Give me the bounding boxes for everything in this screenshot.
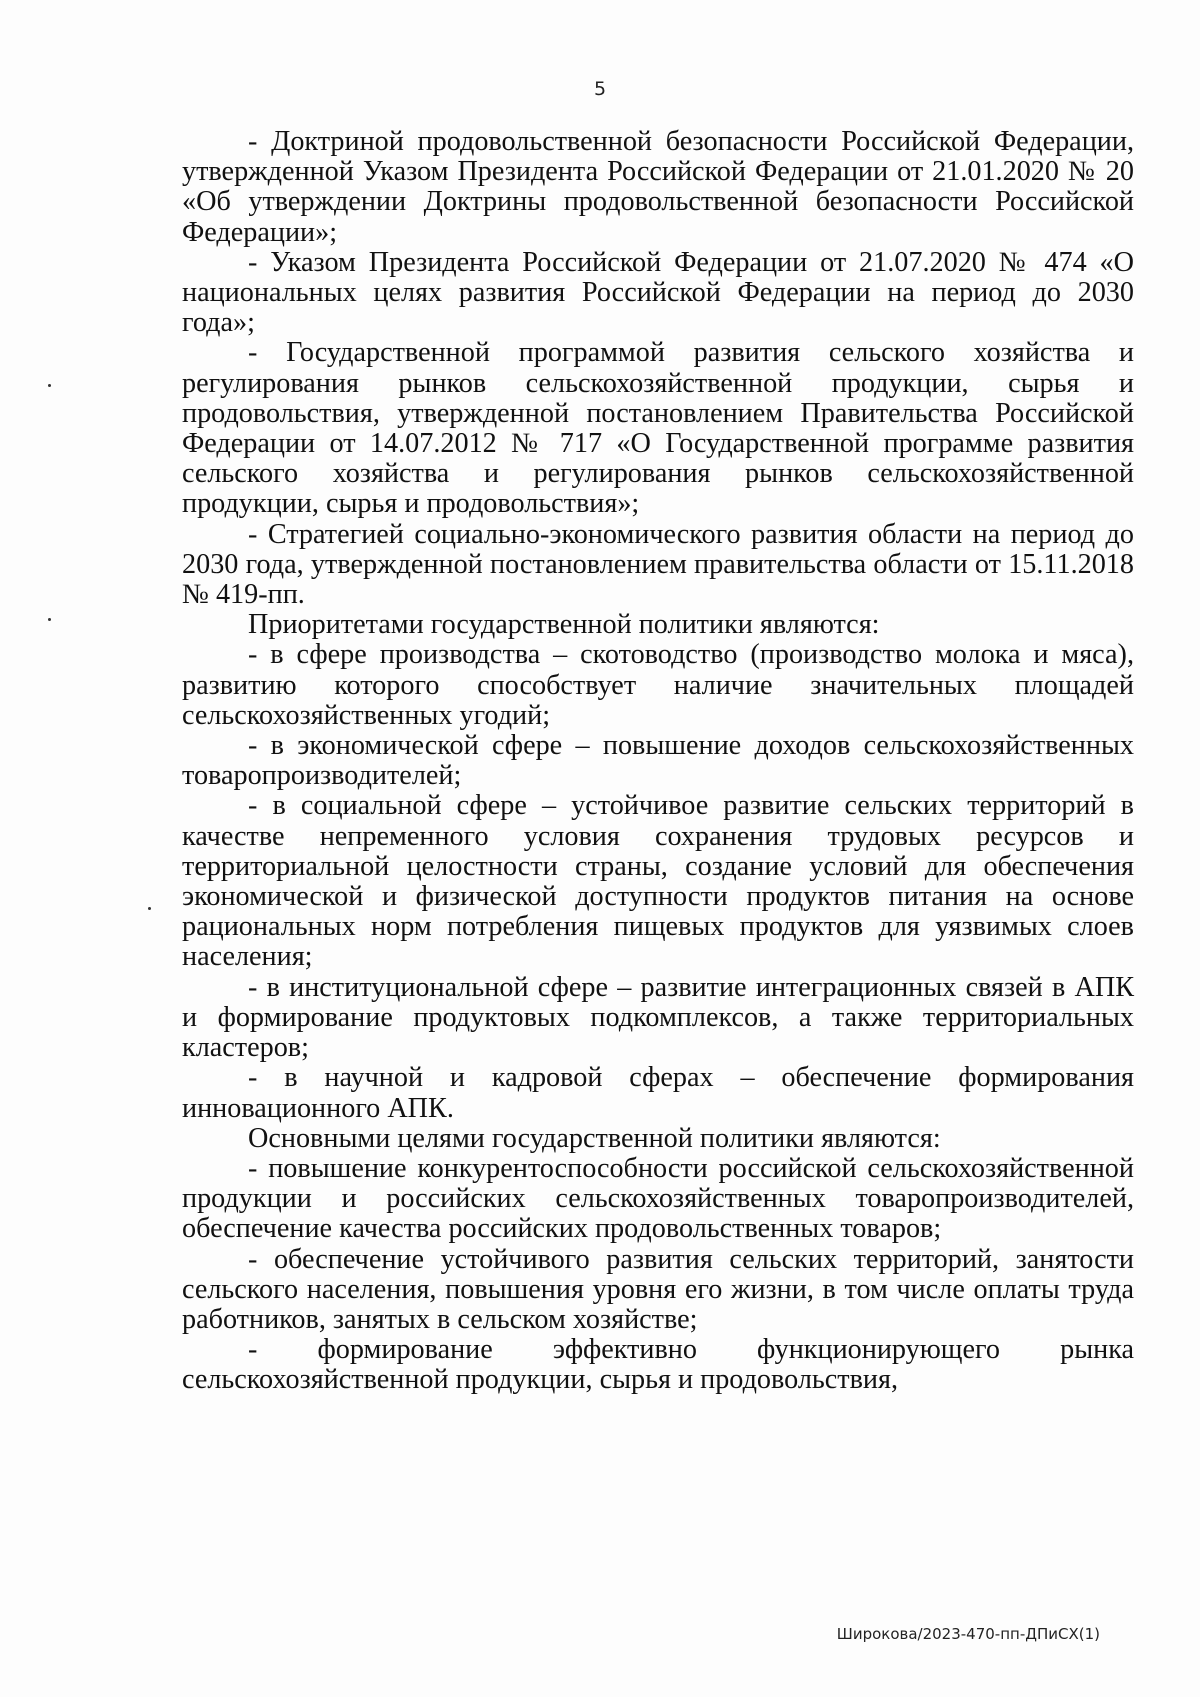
paragraph: - в сфере производства – скотоводство (производство молока и мяса), развитию которого способствует наличие значительных площадей сельскохозяйственных угодий; bbox=[182, 639, 1134, 731]
document-body bbox=[182, 127, 1134, 1396]
paragraph: - в экономической сфере – повышение доходов сельскохозяйственных товаропроизводителей; bbox=[182, 730, 1134, 792]
paragraph: Приоритетами государственной политики являются: bbox=[248, 609, 880, 641]
paragraph: - Стратегией социально-экономического развития области на период до 2030 года, утвержденной постановлением правительства области от 15.11.2018 № 419-пп. bbox=[182, 518, 1134, 611]
scan-speck bbox=[48, 618, 51, 621]
paragraph: - Доктриной продовольственной безопасности Российской Федерации, утвержденной Указом Президента Российской Федерации от 21.01.2020 № 20 «Об утверждении Доктрины продовольственной безопасности Российской Федерации»; bbox=[182, 126, 1134, 248]
paragraph: - в научной и кадровой сферах – обеспечение формирования инновационного АПК. bbox=[182, 1062, 1134, 1124]
paragraph: Основными целями государственной политики являются: bbox=[248, 1122, 941, 1154]
paragraph: - Указом Президента Российской Федерации от 21.07.2020 № 474 «О национальных целях развития Российской Федерации на период до 2030 года»; bbox=[182, 246, 1134, 339]
scan-speck bbox=[148, 907, 151, 910]
paragraph: - Государственной программой развития сельского хозяйства и регулирования рынков сельскохозяйственной продукции, сырья и продовольствия, утвержденной постановлением Правительства Российской Федерации от 14.07.2012 № 717 «О Государственной программе развития сельского хозяйства и регулирования рынков сельскохозяйственной продукции, сырья и продовольствия»; bbox=[182, 337, 1134, 520]
paragraph: - повышение конкурентоспособности российской сельскохозяйственной продукции и российских сельскохозяйственных товаропроизводителей, обеспечение качества российских продовольственных товаров; bbox=[182, 1152, 1134, 1245]
paragraph: - обеспечение устойчивого развития сельских территорий, занятости сельского населения, повышения уровня его жизни, в том числе оплаты труда работников, занятых в сельском хозяйстве; bbox=[182, 1243, 1134, 1335]
document-footer-code: Широкова/2023-470-пп-ДПиСХ(1) bbox=[836, 1625, 1100, 1643]
scan-speck bbox=[48, 384, 51, 387]
page-number: 5 bbox=[593, 78, 607, 100]
paragraph: - формирование эффективно функционирующего рынка сельскохозяйственной продукции, сырья и продовольствия, bbox=[182, 1334, 1134, 1396]
paragraph: - в социальной сфере – устойчивое развитие сельских территорий в качестве непременного условия сохранения трудовых ресурсов и территориальной целостности страны, создание условий для обеспечения экономической и физической доступности продуктов питания на основе рациональных норм потребления пищевых продуктов для уязвимых слоев населения; bbox=[182, 790, 1134, 973]
paragraph: - в институциональной сфере – развитие интеграционных связей в АПК и формирование продуктовых подкомплексов, а также территориальных кластеров; bbox=[182, 971, 1134, 1064]
